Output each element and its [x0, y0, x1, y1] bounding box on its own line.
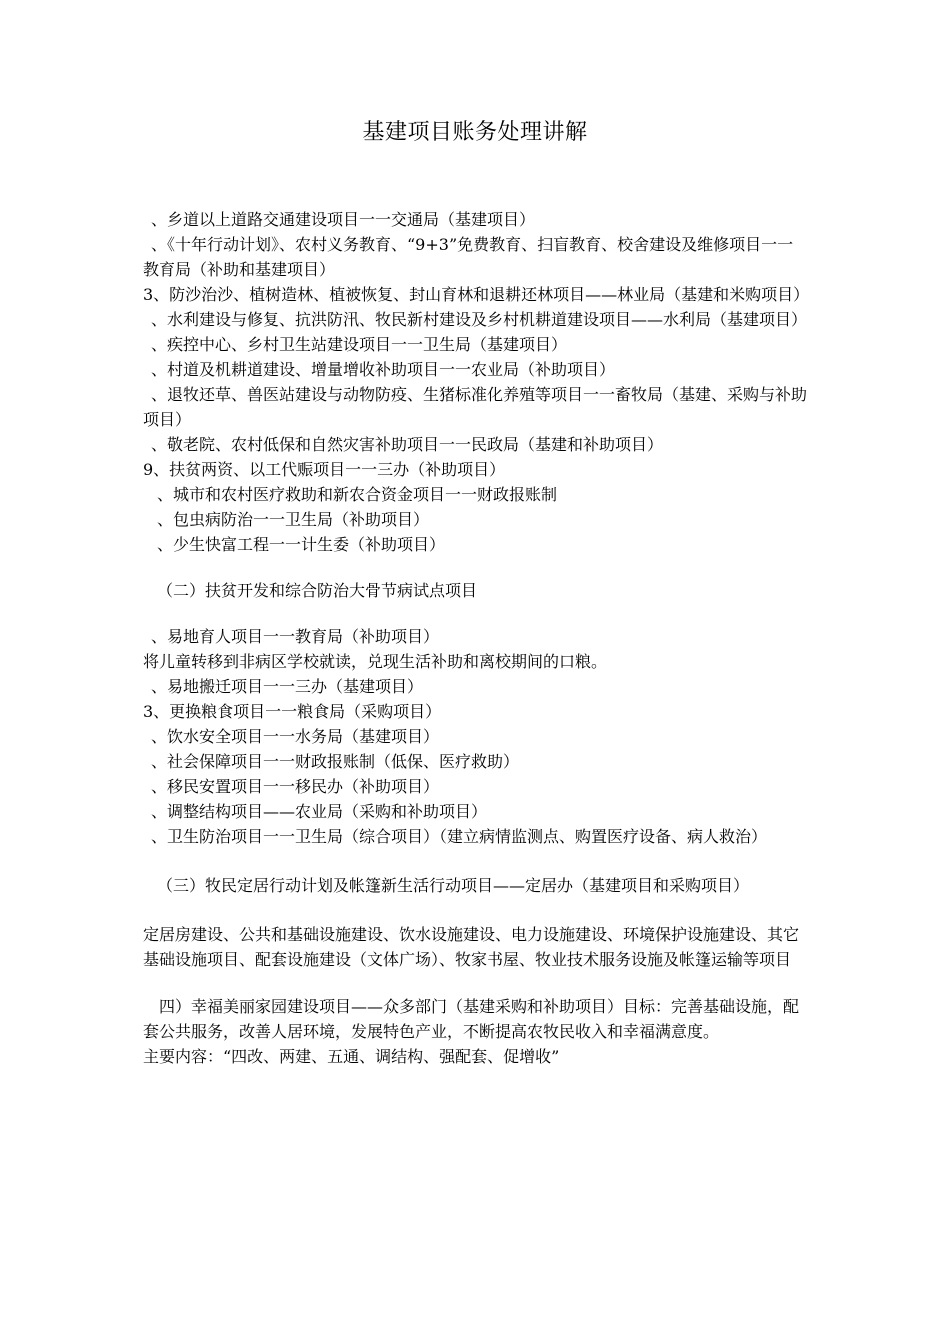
list-item: 、水利建设与修复、抗洪防汛、牧民新村建设及乡村机耕道建设项目——水利局（基建项目）: [151, 310, 808, 329]
list-item: 、疾控中心、乡村卫生站建设项目一一卫生局（基建项目）: [151, 335, 568, 354]
list-item: 、乡道以上道路交通建设项目一一交通局（基建项目）: [151, 210, 536, 229]
page-title: 基建项目账务处理讲解: [362, 120, 588, 145]
list-item: 3、更换粮食项目一一粮食局（采购项目）: [143, 702, 442, 721]
section-3-paragraph: 定居房建设、公共和基础设施建设、饮水设施建设、电力设施建设、环境保护设施建设、其它基础设施项目、配套设施建设（文体广场）、牧家书屋、牧业技术服务设施及帐篷运输等项目: [143, 925, 800, 969]
list-item: 、《十年行动计划》、农村义务教育、“9+3”免费教育、扫盲教育、校舍建设及维修项目一一教育局（补助和基建项目）: [143, 235, 794, 279]
list-item: 、饮水安全项目一一水务局（基建项目）: [151, 727, 440, 746]
section-4-paragraph: 四）幸福美丽家园建设项目——众多部门（基建采购和补助项目）目标：完善基础设施，配套公共服务，改善人居环境，发展特色产业，不断提高农牧民收入和幸福满意度。: [143, 997, 800, 1041]
list-item: 、调整结构项目——农业局（采购和补助项目）: [151, 802, 488, 821]
list-item: 、退牧还草、兽医站建设与动物防疫、生猪标准化养殖等项目一一畜牧局（基建、采购与补助项目）: [143, 385, 808, 429]
list-item: 、移民安置项目一一移民办（补助项目）: [151, 777, 440, 796]
list-item: 、城市和农村医疗救助和新农合资金项目一一财政报账制: [157, 485, 558, 504]
list-item: 、村道及机耕道建设、增量增收补助项目一一农业局（补助项目）: [151, 360, 616, 379]
section-4-main-content: 主要内容：“四改、两建、五通、调结构、强配套、促增收”: [143, 1047, 560, 1066]
list-item: 、敬老院、农村低保和自然灾害补助项目一一民政局（基建和补助项目）: [151, 435, 664, 454]
section-heading-2: （二）扶贫开发和综合防治大骨节病试点项目: [157, 581, 478, 600]
section-2-list: [143, 624, 807, 849]
list-item: 、易地育人项目一一教育局（补助项目）: [151, 627, 440, 646]
list-item: 9、扶贫两资、以工代赈项目一一三办（补助项目）: [143, 460, 506, 479]
list-item: 、少生快富工程一一计生委（补助项目）: [157, 535, 446, 554]
list-item: 、卫生防治项目一一卫生局（综合项目）（建立病情监测点、购置医疗设备、病人救治）: [151, 827, 768, 846]
section-1-list: [143, 207, 810, 557]
section-heading-3: （三）牧民定居行动计划及帐篷新生活行动项目——定居办（基建项目和采购项目）: [157, 876, 750, 895]
list-item: 、易地搬迁项目一一三办（基建项目）: [151, 677, 424, 696]
list-item: 3、防沙治沙、植树造林、植被恢复、封山育林和退耕还林项目——林业局（基建和米购项目）: [143, 285, 810, 304]
list-item: 将儿童转移到非病区学校就读，兑现生活补助和离校期间的口粮。: [143, 652, 608, 671]
list-item: 、包虫病防治一一卫生局（补助项目）: [157, 510, 430, 529]
document-body: [143, 207, 810, 1069]
list-item: 、社会保障项目一一财政报账制（低保、医疗救助）: [151, 752, 520, 771]
